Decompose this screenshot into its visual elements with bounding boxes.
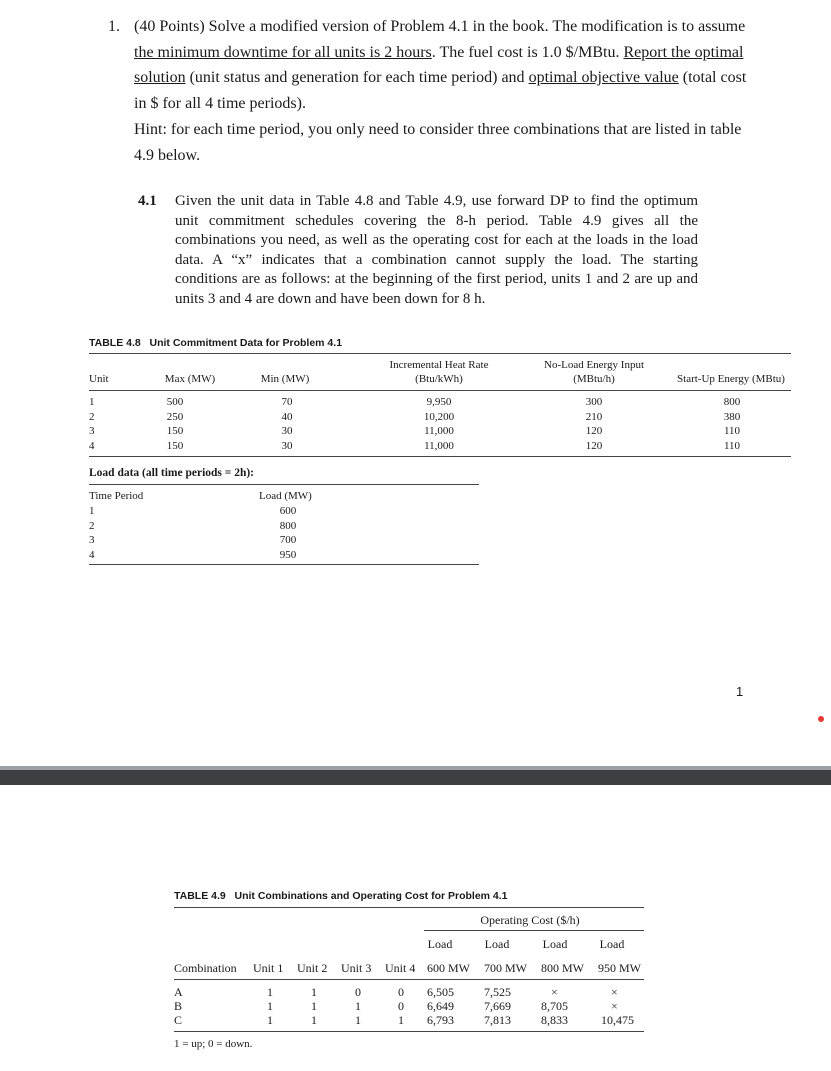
table49-top-rule xyxy=(174,907,644,908)
problem-number: 1. xyxy=(108,18,120,35)
t48-unit-4: 4 xyxy=(89,439,95,452)
t49-c950: 10,475 xyxy=(601,1013,634,1027)
t48-col-unit xyxy=(89,396,95,454)
t48-su-3: 110 xyxy=(723,425,741,437)
t49-u2: 1 xyxy=(311,985,317,999)
t49-combo: C xyxy=(174,1013,183,1027)
t48-nl-2: 210 xyxy=(585,410,603,423)
t48-header-max: Max (MW) xyxy=(164,373,216,385)
t49-u1: 1 xyxy=(267,1013,273,1027)
t49-u4: 1 xyxy=(398,1013,404,1027)
t48-ihr-2: 10,200 xyxy=(423,410,455,423)
table49-header-rule xyxy=(174,979,644,980)
table48-top-rule xyxy=(89,353,791,354)
t49-c950: × xyxy=(611,999,618,1013)
t49-c800: 8,833 xyxy=(541,1013,568,1027)
t49-load-word-3: Load xyxy=(542,937,568,951)
load-col-period xyxy=(89,505,95,563)
t49-u4: 0 xyxy=(398,985,404,999)
t48-min-4: 30 xyxy=(281,439,293,452)
problem-underline-report: Report the optimal solution xyxy=(134,43,744,87)
table48-caption xyxy=(89,337,342,349)
t48-col-ihr xyxy=(414,396,464,454)
t48-header-unit: Unit xyxy=(89,373,109,385)
table48-label: TABLE 4.8 xyxy=(89,337,141,349)
t48-header-noload-line1: No-Load Energy Input xyxy=(544,359,644,371)
t49-combo: B xyxy=(174,999,183,1013)
t49-combo: A xyxy=(174,985,183,999)
excerpt-text: Given the unit data in Table 4.8 and Table 4.9, use forward DP to find the optimum unit commitment schedules covering the 8-h period. Table 4.9 gives all the combinations you need, as well as the operating cost for each at the loads in the load data. A “x” indicates that a combination cannot supply the load. The starting conditions are as follows: at the beginning of the first period, units 1 and 2 are up and units 3 and 4 are down and have been down for 8 h. xyxy=(175,193,698,307)
t49-u4: 0 xyxy=(398,999,404,1013)
problem-text-4: (total cost in $ for all 4 time periods). xyxy=(134,69,747,113)
t49-u2: 1 xyxy=(311,1013,317,1027)
load-period-1: 1 xyxy=(89,505,95,517)
t48-su-4: 110 xyxy=(723,439,741,452)
t49-header-combination: Combination xyxy=(174,961,237,975)
t48-col-noload xyxy=(572,396,616,454)
t48-su-2: 380 xyxy=(723,410,741,423)
t49-header-unit1: Unit 1 xyxy=(253,961,284,975)
t49-c700: 7,669 xyxy=(484,999,511,1013)
table48-header-rule xyxy=(89,390,791,391)
t48-ihr-4: 11,000 xyxy=(424,439,454,452)
t49-c600: 6,649 xyxy=(427,999,454,1013)
table48-title: Unit Commitment Data for Problem 4.1 xyxy=(149,337,343,349)
t49-u1: 1 xyxy=(267,985,273,999)
t49-header-600: 600 MW xyxy=(427,961,470,975)
t48-max-3: 150 xyxy=(166,425,184,437)
t48-unit-3: 3 xyxy=(89,425,95,437)
t49-footnote: 1 = up; 0 = down. xyxy=(174,1038,253,1050)
t48-max-2: 250 xyxy=(166,410,184,423)
t48-nl-4: 120 xyxy=(585,439,603,452)
t48-header-ihr xyxy=(370,359,508,386)
load-bottom-rule xyxy=(89,564,479,565)
table49-label: TABLE 4.9 xyxy=(174,890,226,902)
t49-load-word-4: Load xyxy=(599,937,625,951)
page-number: 1 xyxy=(736,684,744,699)
load-data-title: Load data (all time periods = 2h): xyxy=(89,467,254,479)
problem-text-2: . The fuel cost is 1.0 $/MBtu. xyxy=(431,43,624,61)
t49-u3: 1 xyxy=(355,1013,361,1027)
book-excerpt xyxy=(138,192,698,310)
t49-load-word-1: Load xyxy=(427,937,453,951)
t49-c950: × xyxy=(611,985,618,999)
load-top-rule xyxy=(89,484,479,485)
t49-c700: 7,813 xyxy=(484,1013,511,1027)
t49-u1: 1 xyxy=(267,999,273,1013)
t48-col-max xyxy=(155,396,195,454)
t48-unit-1: 1 xyxy=(89,396,95,408)
t48-header-ihr-line1: Incremental Heat Rate xyxy=(389,359,489,371)
t48-min-3: 30 xyxy=(281,425,293,437)
table48-bottom-rule xyxy=(89,456,791,457)
problem-text-1: (40 Points) Solve a modified version of Problem 4.1 in the book. The modification is to assume xyxy=(134,18,746,35)
load-value-2: 800 xyxy=(279,519,297,532)
table49-title: Unit Combinations and Operating Cost for Problem 4.1 xyxy=(234,890,508,902)
t48-ihr-1: 9,950 xyxy=(426,396,452,408)
t49-c800: × xyxy=(551,985,558,999)
t49-c800: 8,705 xyxy=(541,999,568,1013)
t48-header-min: Min (MW) xyxy=(260,373,310,385)
t48-max-1: 500 xyxy=(166,396,184,408)
t48-header-startup: Start-Up Energy (MBtu) xyxy=(677,373,785,385)
load-value-3: 700 xyxy=(279,534,297,546)
t49-header-unit4: Unit 4 xyxy=(385,961,416,975)
load-header-period: Time Period xyxy=(89,490,144,502)
load-header-load: Load (MW) xyxy=(259,490,312,502)
t48-header-ihr-line2: (Btu/kWh) xyxy=(415,372,463,385)
t49-header-unit2: Unit 2 xyxy=(297,961,328,975)
t49-u2: 1 xyxy=(311,999,317,1013)
t48-min-2: 40 xyxy=(281,410,293,423)
t49-group-header: Operating Cost ($/h) xyxy=(480,913,580,927)
t48-nl-3: 120 xyxy=(585,425,603,437)
load-value-1: 600 xyxy=(279,505,297,517)
t48-col-startup xyxy=(710,396,754,454)
load-period-4: 4 xyxy=(89,548,95,561)
excerpt-number: 4.1 xyxy=(138,193,157,209)
red-dot-marker xyxy=(818,716,824,722)
t49-c600: 6,793 xyxy=(427,1013,454,1027)
t49-header-unit3: Unit 3 xyxy=(341,961,372,975)
t48-col-min xyxy=(267,396,307,454)
t49-header-700: 700 MW xyxy=(484,961,527,975)
t48-unit-2: 2 xyxy=(89,410,95,423)
load-col-load xyxy=(268,505,308,563)
t49-u3: 0 xyxy=(355,985,361,999)
t49-u3: 1 xyxy=(355,999,361,1013)
problem-statement xyxy=(108,14,758,168)
load-value-4: 950 xyxy=(279,548,297,561)
t48-max-4: 150 xyxy=(166,439,184,452)
problem-hint: Hint: for each time period, you only need to consider three combinations that are listed in table 4.9 below. xyxy=(134,120,742,164)
t49-c700: 7,525 xyxy=(484,985,511,999)
t48-header-noload-line2: (MBtu/h) xyxy=(573,372,615,385)
t48-min-1: 70 xyxy=(281,396,293,408)
problem-underline-objective: optimal objective value xyxy=(528,69,679,87)
t49-header-950: 950 MW xyxy=(598,961,641,975)
t48-nl-1: 300 xyxy=(585,396,603,408)
page-separator xyxy=(0,770,831,785)
load-period-2: 2 xyxy=(89,519,95,532)
problem-underline-downtime: the minimum downtime for all units is 2 hours xyxy=(134,43,432,61)
table49-bottom-rule xyxy=(174,1031,644,1032)
t48-ihr-3: 11,000 xyxy=(424,425,454,437)
t49-header-800: 800 MW xyxy=(541,961,584,975)
load-period-3: 3 xyxy=(89,534,95,546)
t49-c600: 6,505 xyxy=(427,985,454,999)
table49-caption xyxy=(174,890,508,902)
t49-load-word-2: Load xyxy=(484,937,510,951)
t49-group-rule xyxy=(424,930,644,931)
problem-text-3: (unit status and generation for each time period) and xyxy=(185,69,529,87)
t48-header-noload xyxy=(524,359,664,386)
t48-su-1: 800 xyxy=(723,396,741,408)
